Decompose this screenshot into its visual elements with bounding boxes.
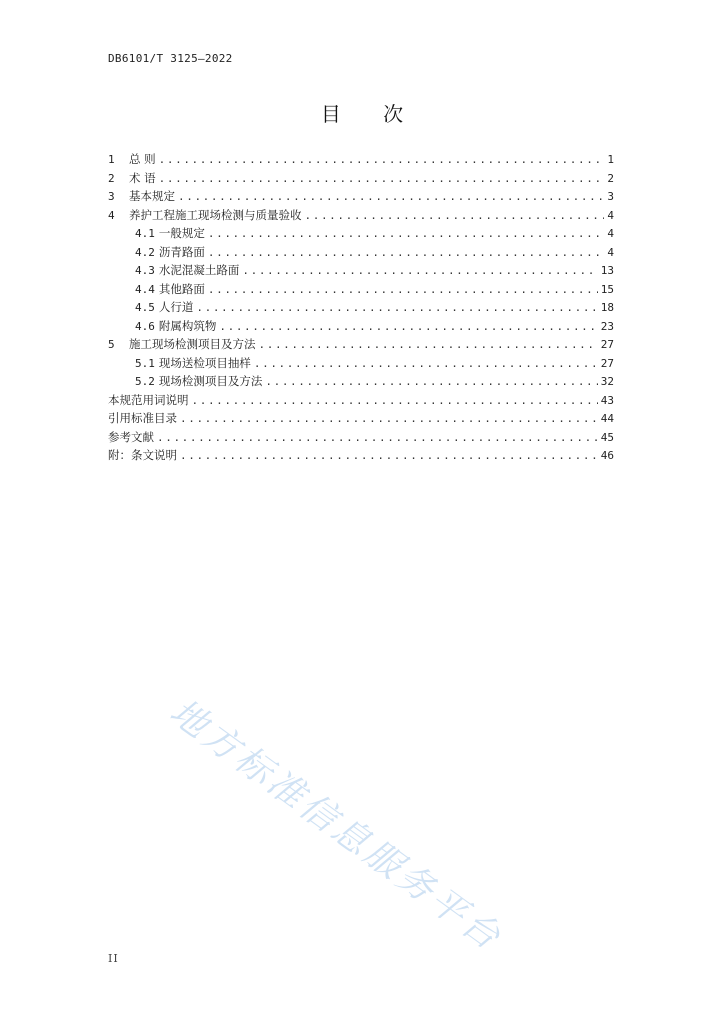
toc-entry[interactable] [108, 280, 614, 299]
toc-entry[interactable] [108, 317, 614, 336]
toc-entry-page: 27 [600, 338, 614, 351]
toc-dot-leader [159, 170, 605, 189]
page-title: 目 次 [320, 102, 422, 126]
toc-entry-label: 水泥混凝土路面 [158, 263, 240, 277]
toc-entry-label: 养护工程施工现场检测与质量验收 [129, 207, 302, 222]
toc-entry-page: 15 [600, 282, 614, 296]
toc-entry-page: 4 [607, 245, 614, 259]
toc-entry-label: 沥青路面 [158, 244, 205, 259]
toc-entry-label: 现场送检项目抽样 [158, 355, 251, 370]
toc-entry[interactable] [108, 446, 614, 465]
toc-entry[interactable] [108, 354, 614, 373]
toc-dot-leader [159, 151, 605, 170]
toc-entry[interactable] [108, 243, 614, 262]
toc-dot-leader [265, 373, 597, 392]
toc-dot-leader [180, 410, 598, 429]
toc-entry-page: 4 [607, 208, 614, 222]
toc-entry-label: 人行道 [158, 300, 194, 314]
toc-entry-label: 引用标准目录 [108, 411, 177, 425]
toc-entry[interactable] [108, 206, 614, 225]
toc-entry-label: 参考文献 [108, 429, 154, 444]
toc-entry-page: 45 [600, 430, 614, 444]
toc-dot-leader [157, 429, 598, 448]
toc-entry-number: 2 [108, 171, 115, 185]
toc-entry-page: 43 [600, 393, 614, 407]
toc-entry-number: 4.1 [135, 227, 155, 240]
toc-entry-number: 5.2 [135, 375, 155, 388]
toc-entry[interactable] [108, 391, 614, 410]
toc-entry-number: 5 [108, 338, 115, 351]
toc-entry-page: 1 [607, 153, 614, 166]
toc-entry[interactable] [108, 150, 614, 169]
toc-dot-leader [219, 318, 597, 337]
toc-dot-leader [242, 262, 597, 281]
toc-entry-page: 27 [600, 356, 614, 370]
toc-entry-page: 13 [600, 264, 614, 277]
toc-entry[interactable] [108, 261, 614, 280]
toc-entry-number: 3 [108, 190, 115, 203]
toc-entry-page: 23 [600, 319, 614, 333]
toc-dot-leader [208, 281, 598, 300]
toc-entry-number: 4.2 [135, 245, 155, 259]
toc-entry-label: 基本规定 [129, 189, 175, 203]
toc-dot-leader [259, 336, 598, 355]
toc-entry-label: 附：条文说明 [108, 448, 177, 462]
toc-entry-page: 46 [600, 449, 614, 462]
table-of-contents [108, 150, 614, 465]
toc-dot-leader [254, 355, 598, 374]
toc-dot-leader [196, 299, 597, 318]
toc-entry-number: 4.5 [135, 301, 155, 314]
toc-entry-number: 4.3 [135, 264, 155, 277]
page-number: II [108, 952, 119, 965]
toc-entry-label: 总 则 [129, 152, 156, 166]
toc-entry-number: 1 [108, 153, 115, 166]
toc-entry-number: 4.6 [135, 319, 155, 333]
toc-entry[interactable] [108, 409, 614, 428]
toc-dot-leader [208, 225, 605, 244]
toc-entry-page: 3 [607, 190, 614, 203]
toc-entry-label: 一般规定 [158, 226, 205, 240]
toc-dot-leader [180, 447, 598, 466]
toc-entry-number: 5.1 [135, 356, 155, 370]
toc-dot-leader [192, 392, 598, 411]
toc-entry-page: 18 [600, 301, 614, 314]
toc-entry[interactable] [108, 372, 614, 391]
toc-entry-label: 施工现场检测项目及方法 [129, 337, 256, 351]
toc-entry-label: 其他路面 [158, 281, 205, 296]
toc-entry-label: 现场检测项目及方法 [158, 374, 263, 388]
toc-entry[interactable] [108, 335, 614, 354]
toc-dot-leader [208, 244, 605, 263]
toc-entry-label: 本规范用词说明 [108, 392, 189, 407]
toc-entry-number: 4 [108, 208, 115, 222]
toc-entry-number: 4.4 [135, 282, 155, 296]
toc-entry-page: 44 [600, 412, 614, 425]
toc-entry[interactable] [108, 428, 614, 447]
watermark: 地方标准信息服务平台 [162, 691, 510, 960]
toc-entry-page: 2 [607, 171, 614, 185]
toc-entry[interactable] [108, 169, 614, 188]
toc-entry-label: 附属构筑物 [158, 318, 217, 333]
toc-entry[interactable] [108, 187, 614, 206]
toc-dot-leader [178, 188, 604, 207]
toc-entry-page: 4 [607, 227, 614, 240]
document-code: DB6101/T 3125—2022 [108, 52, 233, 65]
toc-dot-leader [305, 207, 605, 226]
toc-entry-page: 32 [600, 375, 614, 388]
toc-entry[interactable] [108, 224, 614, 243]
toc-entry-label: 术 语 [129, 170, 156, 185]
toc-entry[interactable] [108, 298, 614, 317]
